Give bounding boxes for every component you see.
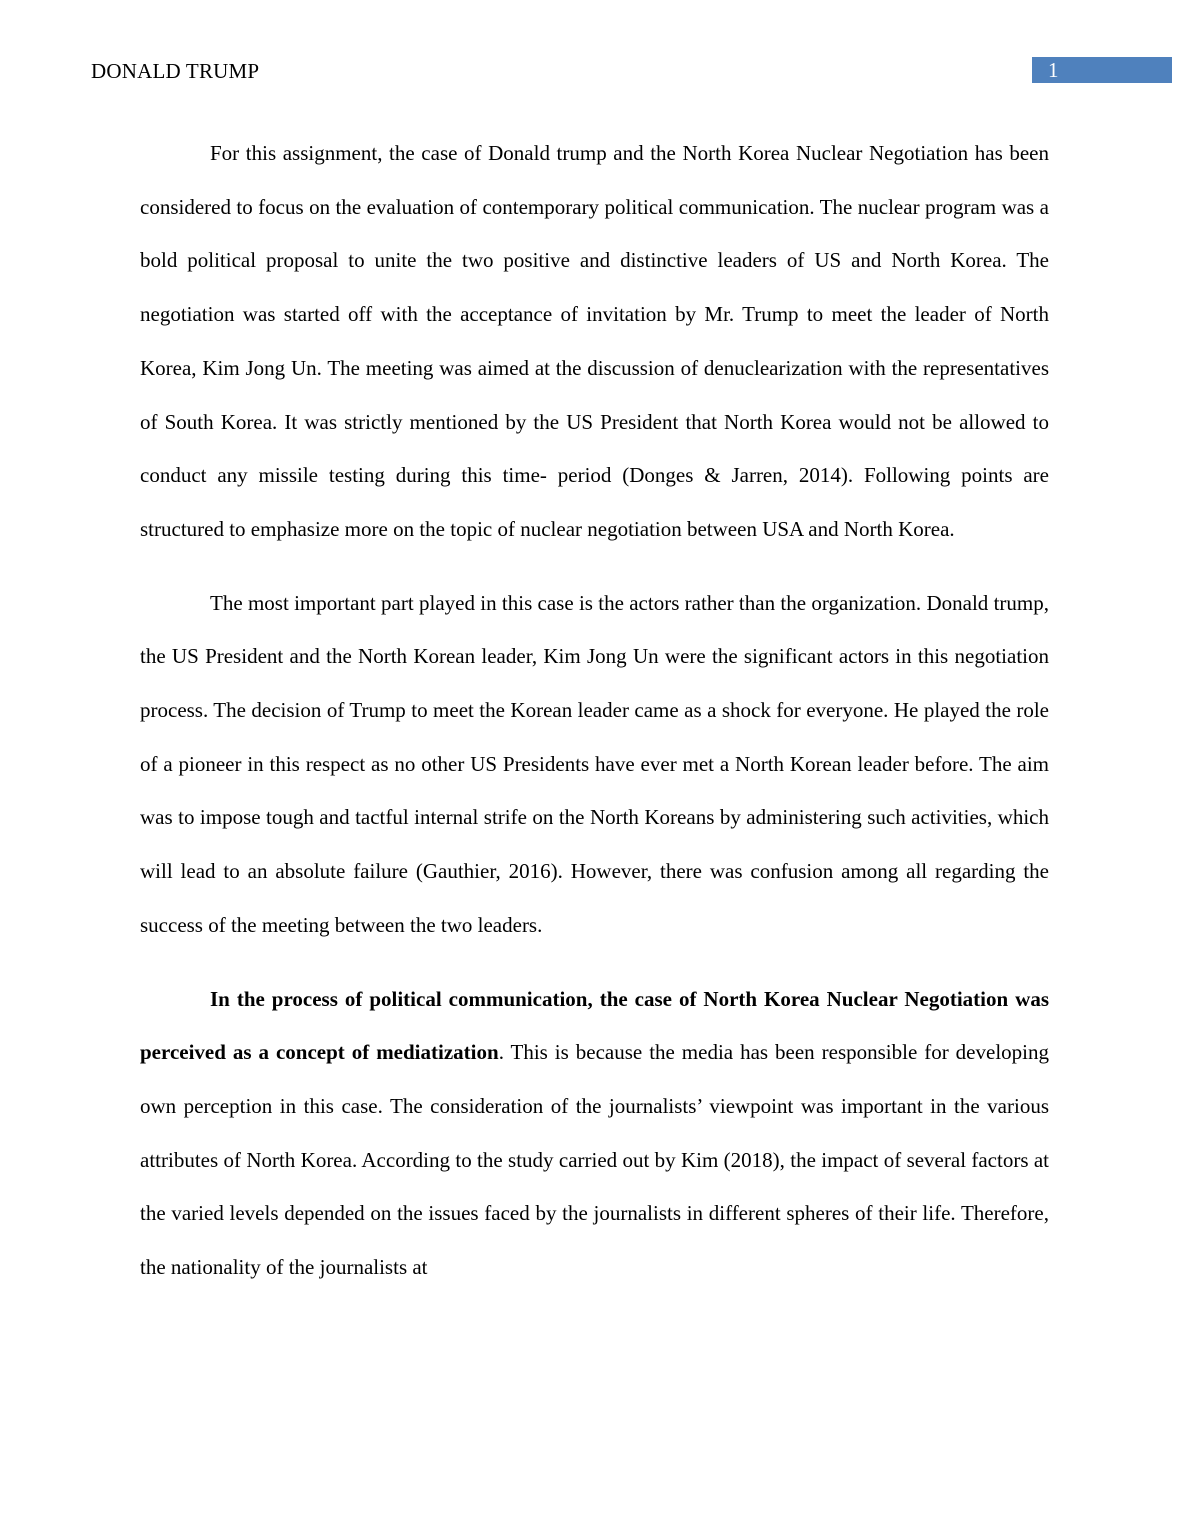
paragraph-3-text: . This is because the media has been responsible for developing own perception in this case. The consideration of the journalists’ viewpoint was important in the various attributes of North Korea. According to the study carried out by Kim (2018), the impact of several factors at the varied levels depended on the issues faced by the journalists in different spheres of their life. Therefore, the nationality of the journalists at: [140, 1040, 1049, 1280]
page-number-box: [1032, 57, 1172, 83]
page-number: 1: [1048, 58, 1059, 82]
paragraph-1: For this assignment, the case of Donald trump and the North Korea Nuclear Negotiation has been considered to focus on the evaluation of contemporary political communication. The nuclear program was a bold political proposal to unite the two positive and distinctive leaders of US and North Korea. The negotiation was started off with the acceptance of invitation by Mr. Trump to meet the leader of North Korea, Kim Jong Un. The meeting was aimed at the discussion of denuclearization with the representatives of South Korea. It was strictly mentioned by the US President that North Korea would not be allowed to conduct any missile testing during this time- period (Donges & Jarren, 2014). Following points are structured to emphasize more on the topic of nuclear negotiation between USA and North Korea.: [140, 141, 1049, 541]
paragraph-3: [140, 973, 1049, 1295]
document-body: [140, 127, 1049, 1315]
running-head-title: DONALD TRUMP: [91, 59, 260, 83]
paragraph-2: The most important part played in this case is the actors rather than the organization. Donald trump, the US President and the North Korean leader, Kim Jong Un were the significant actors in this negotiation process. The decision of Trump to meet the Korean leader came as a shock for everyone. He played the role of a pioneer in this respect as no other US Presidents have ever met a North Korean leader before. The aim was to impose tough and tactful internal strife on the North Koreans by administering such activities, which will lead to an absolute failure (Gauthier, 2016). However, there was confusion among all regarding the success of the meeting between the two leaders.: [140, 590, 1049, 937]
paragraph-3-bold-lead: In the process of political communication, the case of North Korea Nuclear Negotiation was perceived as a concept of mediatization: [140, 986, 1049, 1065]
